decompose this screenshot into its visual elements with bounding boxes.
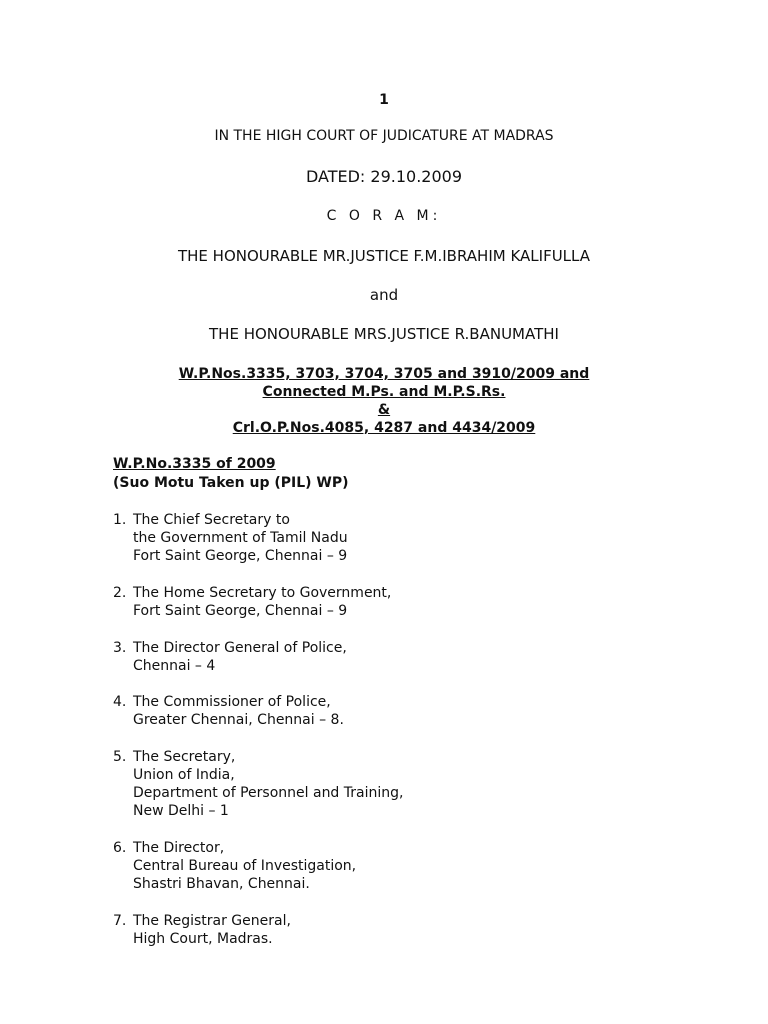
respondent-line: Fort Saint George, Chennai – 9 [133,548,348,564]
case-title-line-1: W.P.Nos.3335, 3703, 3704, 3705 and 3910/2009 and [178,366,590,382]
respondent-line: Shastri Bhavan, Chennai. [133,876,310,892]
case-title [0,365,768,437]
respondent-line: The Registrar General, [133,913,291,929]
respondent-line: The Director, [133,840,225,856]
respondent-line: The Commissioner of Police, [133,694,331,710]
respondent-line: The Home Secretary to Government, [133,585,392,601]
respondent-number: 4. [113,694,127,710]
respondent-line: The Chief Secretary to [133,512,290,528]
respondent-item [113,693,344,729]
respondent-line: the Government of Tamil Nadu [133,530,348,546]
petition-subtitle: (Suo Motu Taken up (PIL) WP) [113,475,349,491]
respondent-item [113,839,356,893]
respondent-line: The Secretary, [133,749,236,765]
respondent-item [113,584,391,620]
respondent-number: 1. [113,512,127,528]
respondent-item [113,639,347,675]
respondent-line: Union of India, [133,767,235,783]
respondent-line: Department of Personnel and Training, [133,785,404,801]
conjunction-and: and [369,286,399,304]
respondent-number: 5. [113,749,127,765]
order-date: DATED: 29.10.2009 [305,167,463,186]
respondent-number: 6. [113,840,127,856]
case-title-line-3: & [377,402,391,418]
respondent-line: Greater Chennai, Chennai – 8. [133,712,344,728]
respondent-number: 3. [113,640,127,656]
respondent-item [113,912,291,948]
respondent-line: New Delhi – 1 [133,803,229,819]
respondent-line: Chennai – 4 [133,658,216,674]
respondent-line: Fort Saint George, Chennai – 9 [133,603,348,619]
court-name: IN THE HIGH COURT OF JUDICATURE AT MADRAS [214,128,554,144]
respondent-number: 7. [113,913,127,929]
case-title-line-4: Crl.O.P.Nos.4085, 4287 and 4434/2009 [232,420,536,436]
petition-number: W.P.No.3335 of 2009 [113,456,276,472]
case-title-line-2: Connected M.Ps. and M.P.S.Rs. [262,384,506,400]
coram-heading: C O R A M: [326,208,442,224]
judge-2: THE HONOURABLE MRS.JUSTICE R.BANUMATHI [209,325,559,343]
respondent-item [113,511,348,565]
respondent-item [113,748,403,820]
judge-1: THE HONOURABLE MR.JUSTICE F.M.IBRAHIM KALIFULLA [177,247,591,265]
respondent-line: The Director General of Police, [133,640,347,656]
respondent-number: 2. [113,585,127,601]
respondent-line: Central Bureau of Investigation, [133,858,357,874]
respondent-line: High Court, Madras. [133,931,273,947]
page-number: 1 [379,92,389,108]
